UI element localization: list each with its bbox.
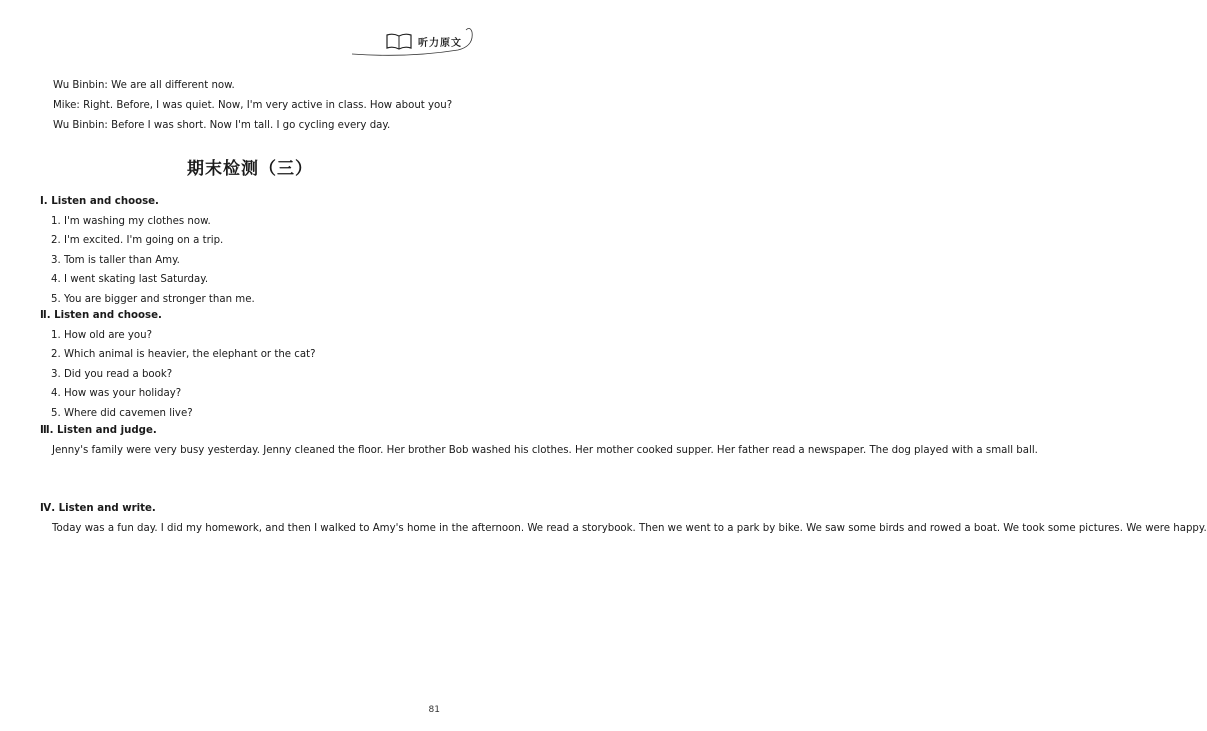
page-number: 81	[428, 705, 440, 715]
passage-paragraph: Jenny's family were very busy yesterday. Jenny cleaned the floor. Her brother Bob washed his clothes. Her mother cooked supper. Her father read a newspaper. The dog played with a small ball.	[52, 445, 1038, 456]
list-item: 4. I went skating last Saturday.	[51, 274, 209, 286]
dialogue-line: Mike: Right. Before, I was quiet. Now, I'm very active in class. How about you?	[53, 100, 453, 111]
list-item: 5. Where did cavemen live?	[51, 407, 193, 419]
section-listen-and-judge	[40, 421, 1038, 461]
item-list	[40, 212, 470, 309]
section-listen-and-write	[40, 499, 1207, 539]
list-item: 3. Tom is taller than Amy.	[51, 254, 180, 266]
header-badge	[386, 32, 462, 50]
page-title: 期末检测（三）	[187, 159, 313, 179]
dialogue-line: Wu Binbin: Before I was short. Now I'm tall. I go cycling every day.	[53, 120, 391, 131]
list-item: 1. I'm washing my clothes now.	[51, 216, 211, 227]
section-heading: Ⅱ. Listen and choose.	[40, 310, 162, 321]
open-book-icon	[386, 32, 412, 50]
list-item: 4. How was your holiday?	[51, 388, 182, 400]
item-list	[40, 326, 470, 423]
list-item: 2. Which animal is heavier, the elephant or the cat?	[51, 349, 316, 361]
section-heading: Ⅳ. Listen and write.	[40, 503, 156, 514]
passage-paragraph: Today was a fun day. I did my homework, and then I walked to Amy's home in the afternoon. We read a storybook. Then we went to a park by bike. We saw some birds and rowed a boat. We took some pictures. We were happy.	[52, 523, 1207, 534]
list-item: 2. I'm excited. I'm going on a trip.	[51, 235, 224, 247]
dialogue-block	[53, 76, 473, 136]
section-listen-and-choose-1	[40, 192, 470, 309]
list-item: 1. How old are you?	[51, 330, 153, 341]
list-item: 3. Did you read a book?	[51, 368, 173, 380]
header-label: 听力原文	[418, 37, 462, 49]
section-heading: Ⅲ. Listen and judge.	[40, 425, 157, 436]
section-listen-and-choose-2	[40, 306, 470, 423]
section-heading: Ⅰ. Listen and choose.	[40, 196, 159, 207]
list-item: 5. You are bigger and stronger than me.	[51, 293, 255, 305]
dialogue-line: Wu Binbin: We are all different now.	[53, 80, 235, 91]
